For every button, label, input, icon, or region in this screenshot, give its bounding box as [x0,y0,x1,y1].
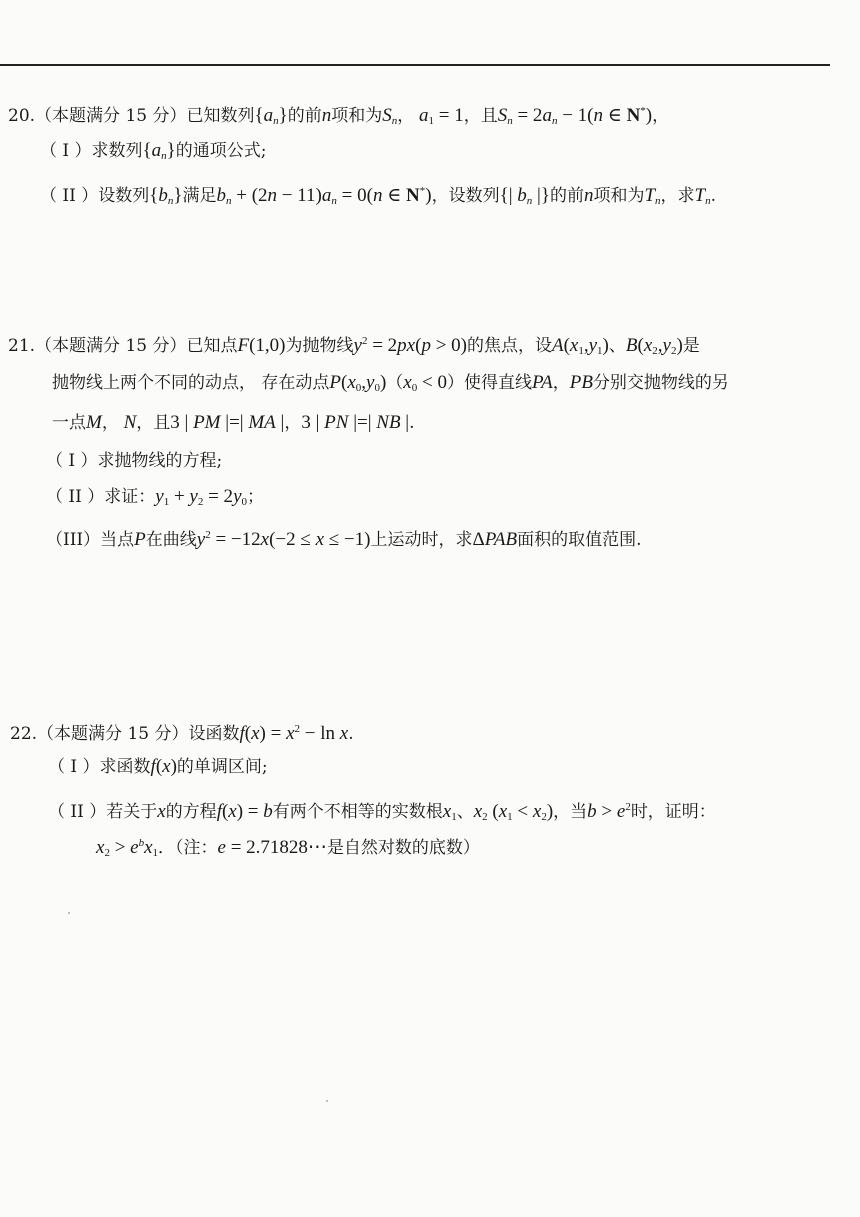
problem-number: 22. [10,724,38,744]
score-note: （本题满分 15 分） [35,336,187,356]
part-label: （III） [46,530,101,550]
header-rule [0,64,830,66]
problem-22-part-1: （ I ）求函数f(x)的单调区间; [48,756,268,777]
problem-20-part-2: （ II ）设数列$\{b_n\}$满足$b_n + (2n - 11)a_n = 0(n$ ∈ N*)，设数列{| $b_n$ |}的前n项和为$T_n$，求$T_n$. [40,185,717,207]
part-label: （ I ） [48,757,100,777]
problem-20-part-1: （ I ）求数列$\{a_n\}$的通项公式; [40,140,267,162]
speck [68,912,70,914]
part-label: （ I ） [46,451,98,471]
part-label: （ I ） [40,141,92,161]
problem-21-stem-line-2: 抛物线上两个不同的动点， 存在动点$P(x_0,y_0)(x_0 < 0)$使得直线PA，PB分别交抛物线的另 [52,372,729,394]
part-label: （ II ） [40,186,99,206]
problem-22-stem: 22.（本题满分 15 分）设函数$f(x) = x^2 - \ln x$. [10,723,354,744]
problem-21-part-2: （ II ）求证：$y_1 + y_2 = 2y_0$； [46,486,264,508]
problem-22-part-2: （ II ）若关于x的方程f(x) = b有两个不相等的实数根$x_1$、$x_2$ $(x_1 < x_2)$，当$b > e^2$时，证明： [48,801,716,823]
problem-20-stem: 20.（本题满分 15 分）已知数列$\{a_n\}$的前n项和为$S_n$， $a_1 = 1$，且$S_n = 2a_n - 1(n$ ∈ N*)， [8,105,670,127]
score-note: （本题满分 15 分） [35,106,187,126]
math: $\{a_n\}$ [254,105,288,127]
score-note: （本题满分 15 分） [37,724,189,744]
part-label: （ II ） [46,487,105,507]
part-label: （ II ） [48,802,107,822]
problem-21-part-3: （III）当点P在曲线$y^2 = -12x(-2 \le x \le -1)$上运动时，求ΔPAB面积的取值范围. [46,529,642,550]
problem-21-part-1: （ I ）求抛物线的方程; [46,451,223,471]
problem-21-stem-line-3: 一点M， N，且3 | PM |=| MA |，3 | PN |=| NB |. [52,412,415,433]
problem-number: 20. [8,106,36,126]
speck [326,1100,328,1102]
problem-22-part-2-line-2: $x_2 > e^bx_1$．（注：e = 2.71828⋯是自然对数的底数） [96,837,480,859]
problem-number: 21. [8,336,36,356]
problem-21-stem: 21.（本题满分 15 分）已知点F(1,0)为抛物线$y^2 = 2px(p > 0)$的焦点，设$A(x_1,y_1)$、$B(x_2,y_2)$是 [8,335,700,357]
